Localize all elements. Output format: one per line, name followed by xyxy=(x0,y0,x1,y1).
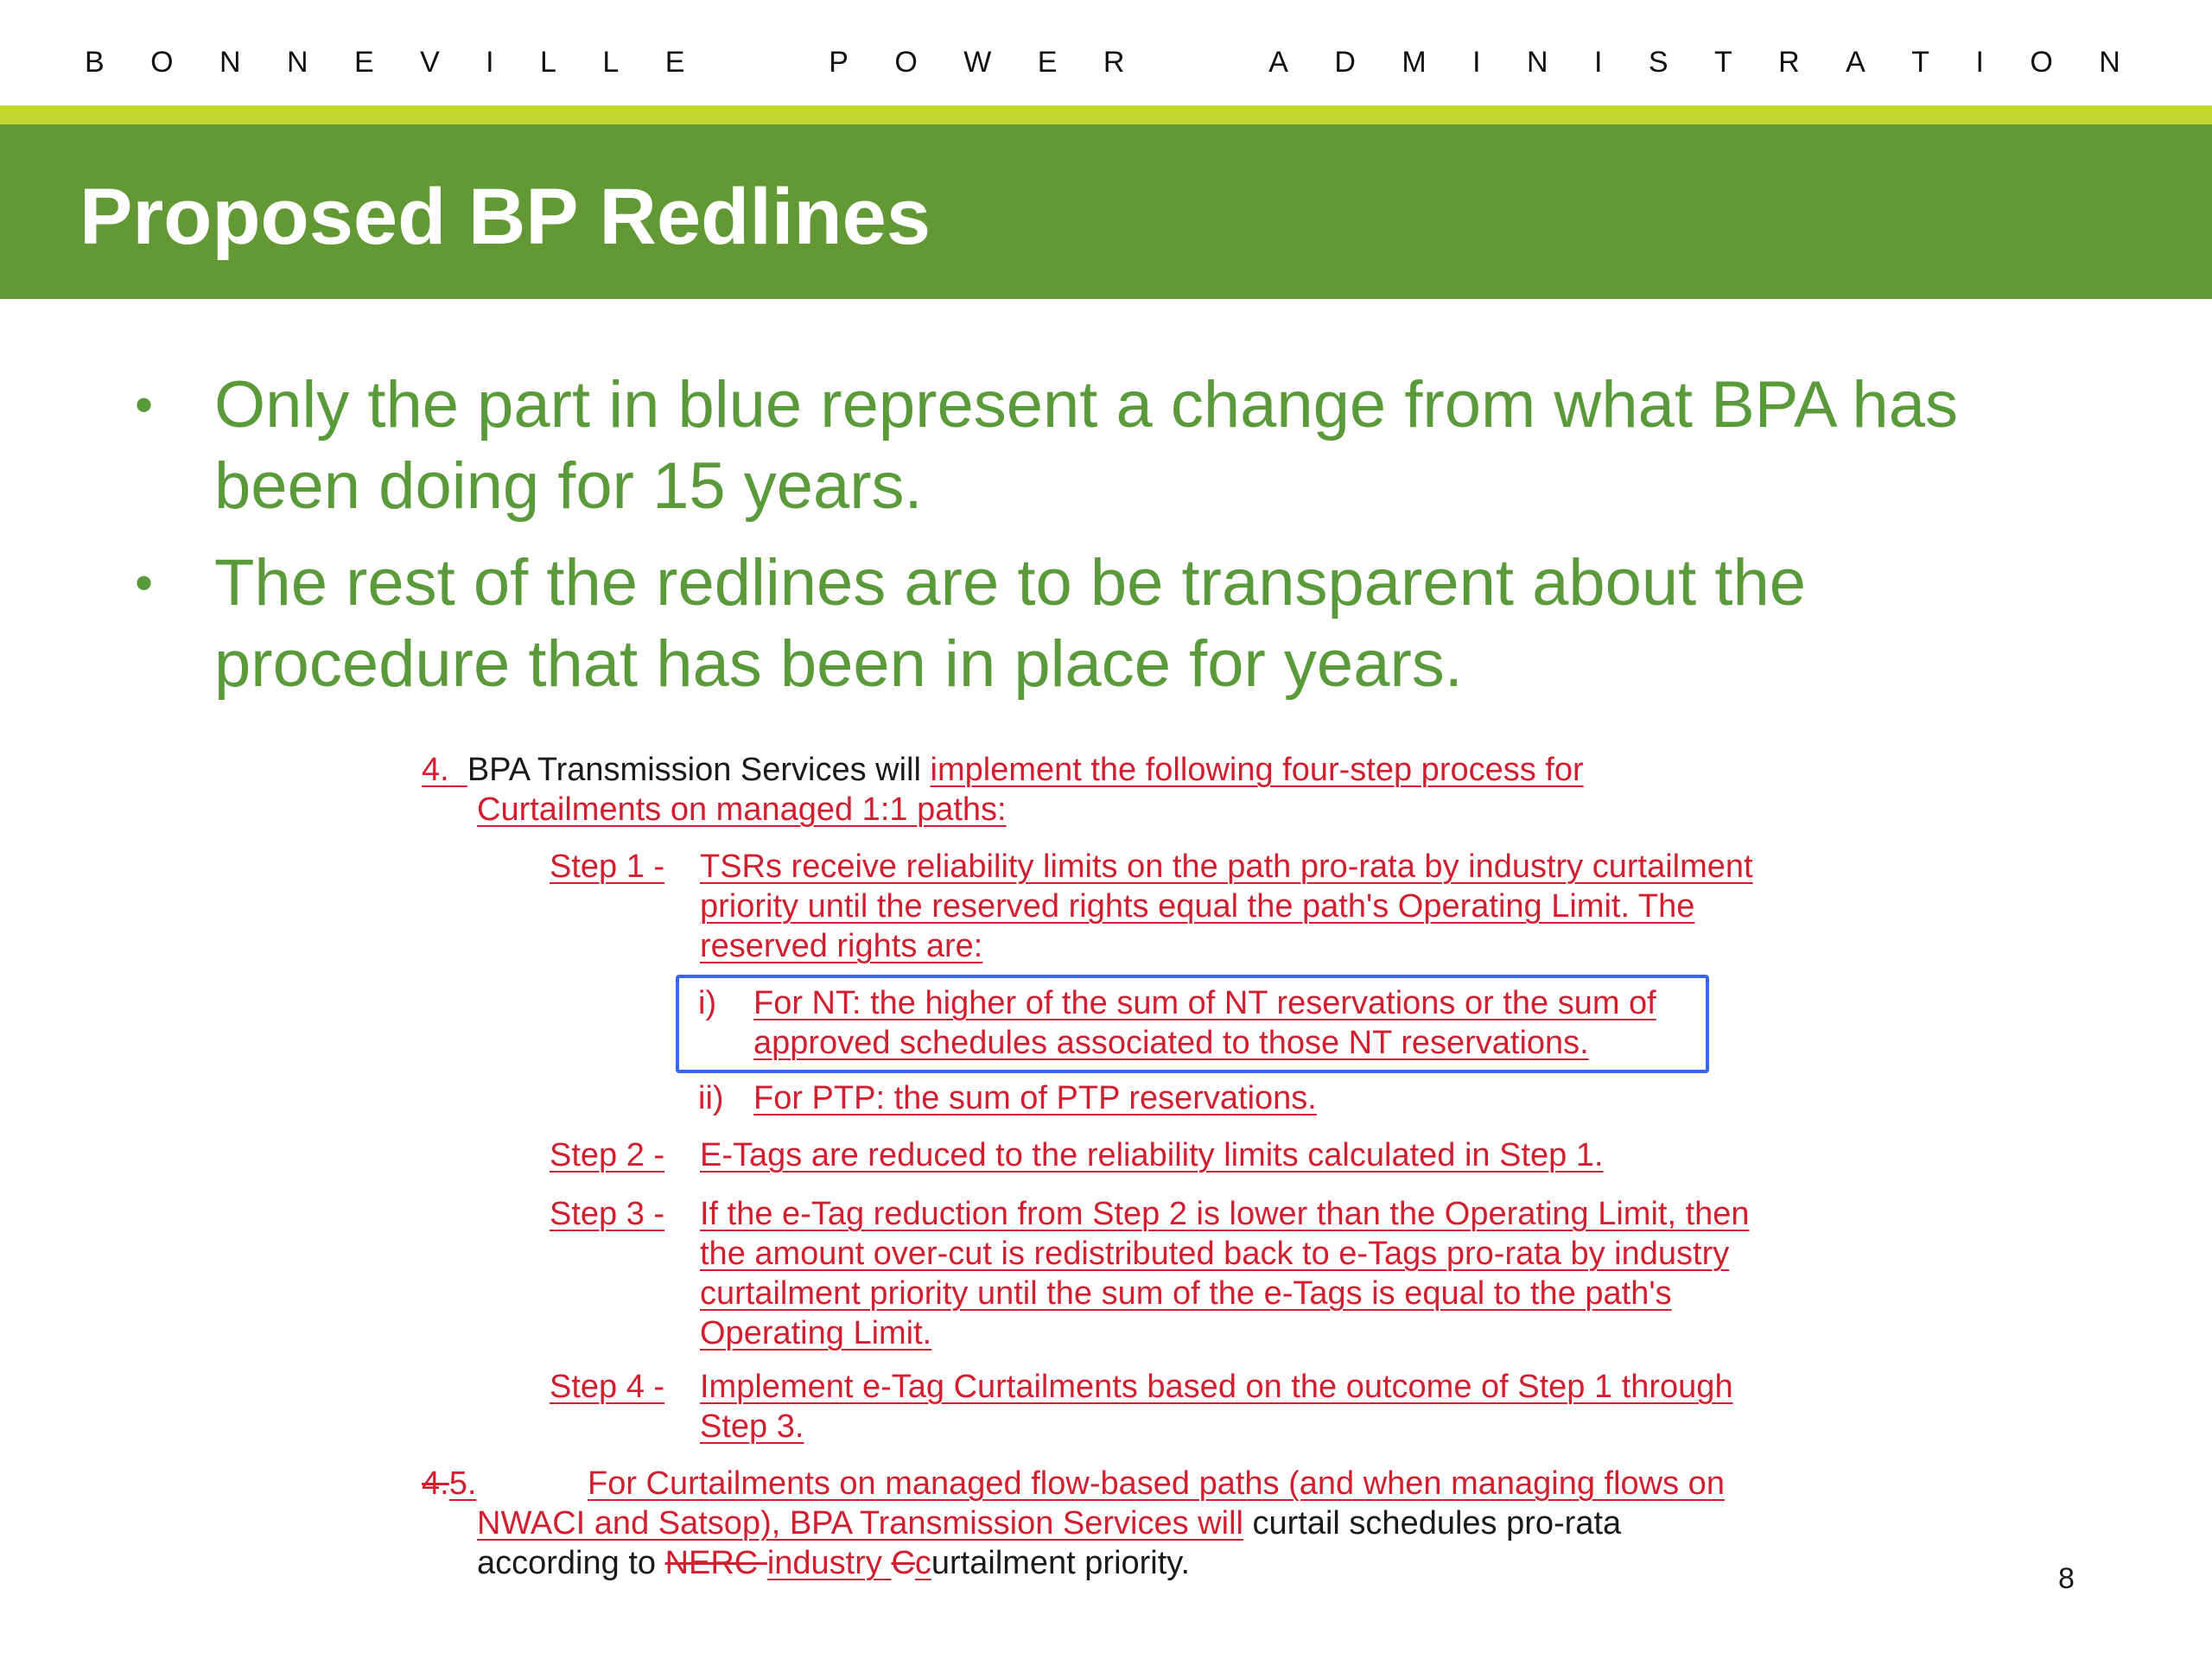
org-header-letter: B xyxy=(85,46,105,79)
org-header-letter: M xyxy=(1402,46,1427,79)
org-header-letter: W xyxy=(963,46,992,79)
item4-number: 4. xyxy=(422,752,449,788)
step2-text-line: E-Tags are reduced to the reliability limits calculated in Step 1. xyxy=(700,1137,1604,1173)
org-header-letter: T xyxy=(1911,46,1930,79)
item4-redline-1: implement the following four-step process for xyxy=(930,752,1584,788)
org-header-letter: N xyxy=(1527,46,1548,79)
bullet-text: Only the part in blue represent a change from what BPA has been doing for 15 years. xyxy=(214,368,1958,523)
org-header-letter: P xyxy=(829,46,849,79)
org-header-letter: I xyxy=(486,46,494,79)
item4-lead: BPA Transmission Services will xyxy=(467,752,931,788)
sub-ii-label: ii) xyxy=(698,1080,724,1116)
item5-line1 xyxy=(422,1464,476,1503)
step1-text-line: TSRs receive reliability limits on the path pro-rata by industry curtailment xyxy=(700,849,1753,885)
org-header-letter: I xyxy=(1975,46,1984,79)
org-header-letter: T xyxy=(1713,46,1732,79)
step4-label: Step 4 - xyxy=(550,1369,665,1405)
item5-end: urtailment priority. xyxy=(931,1545,1191,1581)
org-header-letter: N xyxy=(286,46,308,79)
step1-text-line: reserved rights are: xyxy=(700,928,983,964)
sub-i-label: i) xyxy=(698,985,717,1021)
step3-text-line: curtailment priority until the sum of the e-Tags is equal to the path's xyxy=(700,1275,1672,1312)
org-header-letter: O xyxy=(2030,46,2053,79)
org-header-letter: R xyxy=(1103,46,1125,79)
item5-inserted-industry: industry xyxy=(766,1545,892,1581)
org-header-letter: A xyxy=(1268,46,1288,79)
sub-i-text-line: For NT: the higher of the sum of NT reservations or the sum of xyxy=(753,985,1656,1021)
org-header-letter: S xyxy=(1648,46,1669,79)
item5-number-deleted: 4. xyxy=(422,1465,449,1502)
org-header-letter: O xyxy=(894,46,918,79)
step2-label: Step 2 - xyxy=(550,1137,665,1173)
org-header-letter: I xyxy=(1593,46,1603,79)
item5-line2 xyxy=(477,1503,1621,1543)
item4-line2 xyxy=(477,790,1007,830)
org-header-letter: D xyxy=(1334,46,1356,79)
bullet-text: The rest of the redlines are to be transparent about the procedure that has been in place for years. xyxy=(214,546,1807,701)
org-header-letter: I xyxy=(1472,46,1481,79)
page-number: 8 xyxy=(2058,1562,2075,1595)
step1-text-line: priority until the reserved rights equal the path's Operating Limit. The xyxy=(700,888,1695,925)
sub-ii-text-line: For PTP: the sum of PTP reservations. xyxy=(753,1080,1317,1116)
org-header-letter: L xyxy=(602,46,620,79)
bullet-dot-icon: • xyxy=(135,554,154,612)
org-header-letter: E xyxy=(1037,46,1058,79)
item5-inserted-c: c xyxy=(914,1545,931,1581)
item5-rest: curtail schedules pro-rata xyxy=(1243,1505,1622,1541)
item5-deleted-nerc: NERC xyxy=(664,1545,767,1581)
item4-redline-2: Curtailments on managed 1:1 paths: xyxy=(477,791,1007,828)
step3-label: Step 3 - xyxy=(550,1196,665,1232)
org-header-letter: A xyxy=(1846,46,1866,79)
item5-text-line1: For Curtailments on managed flow-based paths (and when managing flows on xyxy=(588,1465,1725,1502)
item5-number-inserted: 5. xyxy=(448,1465,477,1502)
item4-line1 xyxy=(422,750,1584,790)
item5-deleted-c: C xyxy=(891,1545,915,1581)
item4-tab xyxy=(449,752,467,788)
step3-text-line: Operating Limit. xyxy=(700,1315,932,1351)
org-header-letter: E xyxy=(353,46,374,79)
org-header-letter: V xyxy=(420,46,440,79)
item5-line3 xyxy=(477,1543,1190,1583)
slide-title: Proposed BP Redlines xyxy=(79,173,931,261)
step1-label: Step 1 - xyxy=(550,849,665,885)
step3-text-line: If the e-Tag reduction from Step 2 is lower than the Operating Limit, then xyxy=(700,1196,1750,1232)
sub-i-text-line: approved schedules associated to those NT reservations. xyxy=(753,1025,1589,1061)
org-header-letter: N xyxy=(219,46,241,79)
step3-text-line: the amount over-cut is redistributed back to e-Tags pro-rata by industry xyxy=(700,1236,1730,1272)
org-header-letter: N xyxy=(2099,46,2120,79)
item5-start: according to xyxy=(477,1545,665,1581)
org-header-letter: R xyxy=(1778,46,1800,79)
org-header-letter: L xyxy=(540,46,556,79)
step4-text-line: Step 3. xyxy=(700,1408,804,1445)
step4-text-line: Implement e-Tag Curtailments based on the outcome of Step 1 through xyxy=(700,1369,1733,1405)
bullet-dot-icon: • xyxy=(135,376,154,434)
org-header-letter: O xyxy=(150,46,174,79)
org-header-letter: E xyxy=(664,46,685,79)
item5-redline: NWACI and Satsop), BPA Transmission Services will xyxy=(477,1505,1243,1541)
